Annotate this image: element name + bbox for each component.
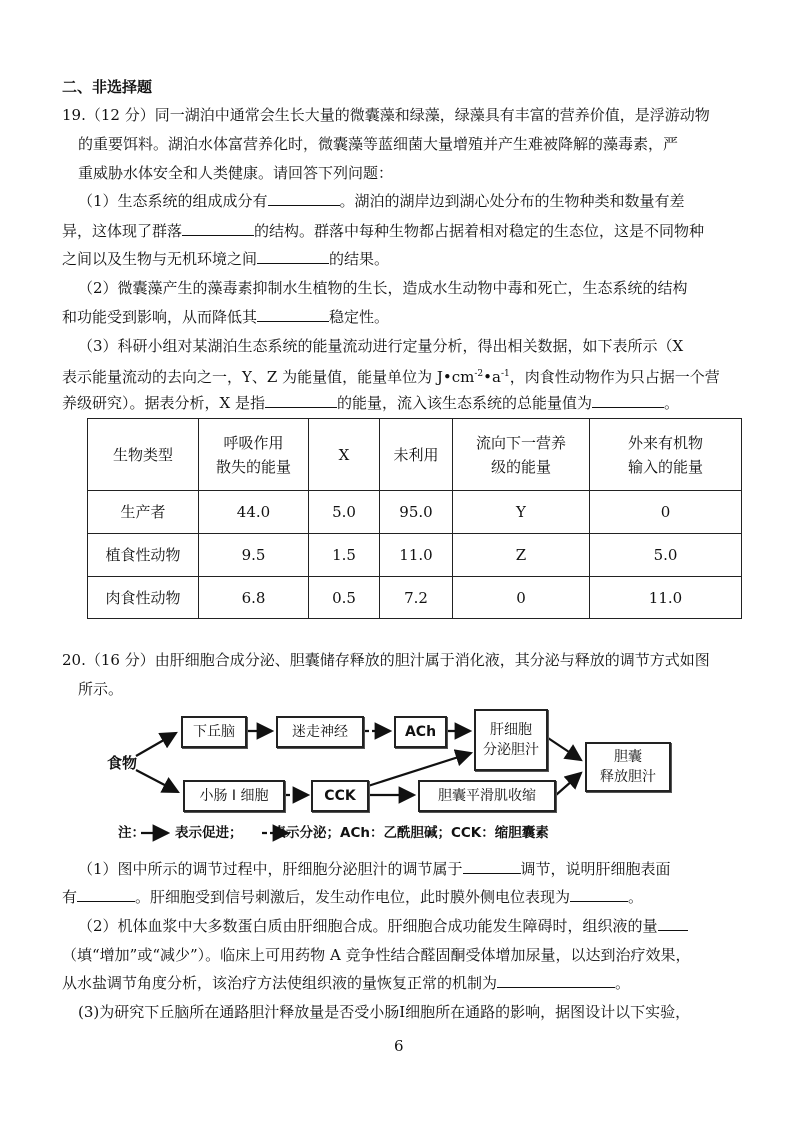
table-cell: 5.0	[590, 534, 742, 577]
food-label: 食物	[107, 754, 138, 772]
box-gallbladder-muscle: 胆囊平滑肌收缩	[418, 780, 556, 812]
table-cell: 44.0	[199, 491, 309, 534]
table-cell: 11.0	[380, 534, 453, 577]
table-cell: Y	[453, 491, 590, 534]
arrow-promote	[556, 773, 581, 795]
box-hypothalamus: 下丘脑	[181, 716, 247, 748]
q19-p3: 表示能量流动的去向之一，Y、Z 为能量值，能量单位为 $J•cm^{-2}•a^{-1}$，肉食性动物作为只占据一个营	[62, 368, 720, 386]
q20-p1: 有 。肝细胞受到信号刺激后，发生动作电位，此时膜外侧电位表现为 。	[62, 888, 644, 906]
table-cell: 1.5	[309, 534, 380, 577]
table-header: 呼吸作用 散失的能量	[199, 419, 309, 491]
q19-p1: 异，这体现了群落 的结构。群落中每种生物都占据着相对稳定的生态位，这是不同物种	[62, 222, 705, 240]
table-cell: 0	[590, 491, 742, 534]
q19-p1: （1）生态系统的组成成分有 。湖泊的湖岸边到湖心处分布的生物种类和数量有差	[78, 192, 685, 210]
table-cell: 7.2	[380, 577, 453, 619]
page-number: 6	[394, 1037, 404, 1055]
table-header: 未利用	[380, 419, 453, 491]
table-cell: 0	[453, 577, 590, 619]
q20-p2: （2）机体血浆中大多数蛋白质由肝细胞合成。肝细胞合成功能发生障碍时，组织液的量	[78, 916, 688, 936]
table-cell: 95.0	[380, 491, 453, 534]
section-title: 二、非选择题	[62, 78, 153, 96]
table-header: 外来有机物 输入的能量	[590, 419, 742, 491]
answer-blank[interactable]	[658, 916, 688, 931]
table-cell: 生产者	[88, 491, 199, 534]
q20-p2: 从水盐调节角度分析，该治疗方法使组织液的量恢复正常的机制为 。	[62, 974, 631, 992]
box-intestine-i-cell: 小肠 I 细胞	[183, 780, 285, 812]
table-header: 生物类型	[88, 419, 199, 491]
box-ach: ACh	[394, 716, 447, 748]
answer-blank[interactable]	[570, 887, 628, 902]
q19-p2: （2）微囊藻产生的藻毒素抑制水生植物的生长，造成水生动物中毒和死亡，生态系统的结构	[78, 279, 688, 297]
table-cell: 11.0	[590, 577, 742, 619]
q20-line: 所示。	[78, 680, 124, 698]
answer-blank[interactable]	[77, 887, 135, 902]
q19-p2: 和功能受到影响，从而降低其 稳定性。	[62, 308, 390, 326]
q19-p1: 之间以及生物与无机环境之间 的结果。	[62, 250, 390, 268]
table-cell: Z	[453, 534, 590, 577]
diagram-note: 注： 表示促进； 表示分泌；ACh：乙酰胆碱；CCK：缩胆囊素	[118, 825, 549, 841]
answer-blank[interactable]	[497, 973, 615, 988]
table-cell: 5.0	[309, 491, 380, 534]
answer-blank[interactable]	[463, 859, 521, 874]
q20-p3: (3)为研究下丘脑所在通路胆汁释放量是否受小肠I细胞所在通路的影响，据图设计以下实验，	[78, 1003, 691, 1021]
table-header: 流向下一营养 级的能量	[453, 419, 590, 491]
table-cell: 肉食性动物	[88, 577, 199, 619]
q19-line: 的重要饵料。湖泊水体富营养化时，微囊藻等蓝细菌大量增殖并产生难被降解的藻毒素，严	[78, 135, 679, 153]
box-liver-cell: 肝细胞 分泌胆汁	[474, 709, 548, 771]
q19-line: 重威胁水体安全和人类健康。请回答下列问题：	[78, 164, 394, 182]
box-cck: CCK	[311, 780, 369, 812]
q20-p1: （1）图中所示的调节过程中，肝细胞分泌胆汁的调节属于 调节，说明肝细胞表面	[78, 860, 671, 878]
arrow-promote	[548, 738, 581, 760]
arrow-promote	[136, 770, 178, 792]
q19-p3: 养级研究）。据表分析，X 是指 的能量，流入该生态系统的总能量值为 。	[62, 394, 679, 412]
q20-p2: （填“增加”或“减少”）。临床上可用药物 A 竞争性结合醛固酮受体增加尿量，以达到治疗效果，	[62, 946, 691, 964]
table-header: X	[309, 419, 380, 491]
arrow-promote	[136, 733, 176, 756]
q19-line: 19.（12 分）同一湖泊中通常会生长大量的微囊藻和绿藻，绿藻具有丰富的营养价值，是浮游动物	[62, 106, 710, 124]
box-vagus-nerve: 迷走神经	[276, 716, 364, 748]
table-cell: 0.5	[309, 577, 380, 619]
box-gallbladder-release: 胆囊 释放胆汁	[585, 742, 671, 792]
q19-p3: （3）科研小组对某湖泊生态系统的能量流动进行定量分析，得出相关数据，如下表所示（X	[78, 337, 684, 355]
table-cell: 9.5	[199, 534, 309, 577]
q20-line: 20.（16 分）由肝细胞合成分泌、胆囊储存释放的胆汁属于消化液，其分泌与释放的调节方式如图	[62, 651, 710, 669]
table-cell: 植食性动物	[88, 534, 199, 577]
table-cell: 6.8	[199, 577, 309, 619]
